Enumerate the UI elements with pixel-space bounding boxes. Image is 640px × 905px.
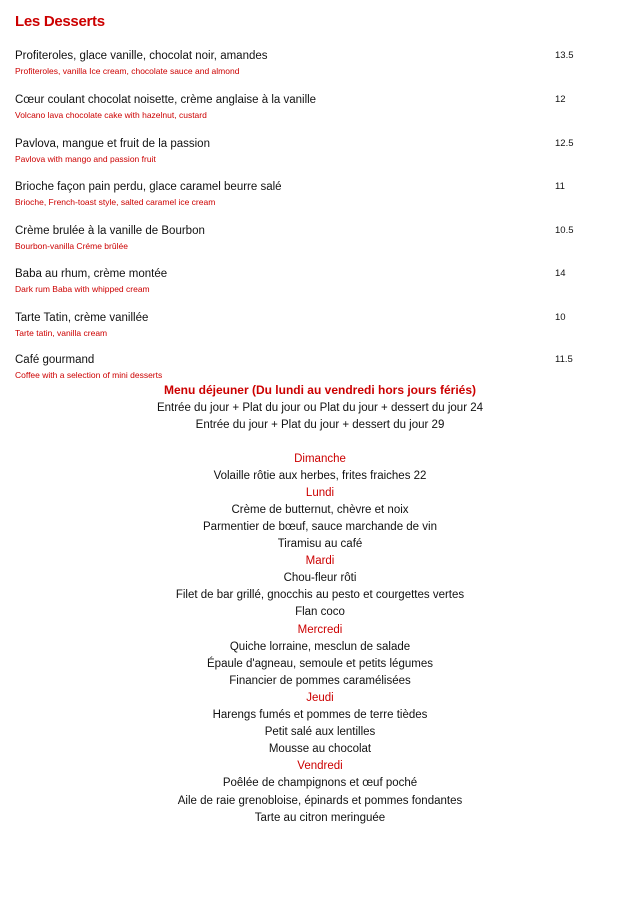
dish-item: Épaule d'agneau, semoule et petits légumes <box>207 657 433 670</box>
day-heading: Mardi <box>305 555 335 568</box>
dish-item: Chou-fleur rôti <box>283 572 357 585</box>
dessert-english: Brioche, French-toast style, salted caramel ice cream <box>15 197 216 207</box>
dessert-name: Brioche façon pain perdu, glace caramel beurre salé <box>15 181 282 193</box>
dessert-price: 11.5 <box>555 354 573 365</box>
dessert-price: 12.5 <box>555 138 574 149</box>
dessert-english: Volcano lava chocolate cake with hazelnut, custard <box>15 110 207 120</box>
day-heading: Mercredi <box>297 623 343 636</box>
dessert-price: 11 <box>555 181 565 192</box>
dish-item: Poêlée de champignons et œuf poché <box>222 777 418 790</box>
lunch-menu-title: Menu déjeuner (Du lundi au vendredi hors jours fériés) <box>163 383 477 397</box>
dish-item: Petit salé aux lentilles <box>264 726 376 739</box>
lunch-formula: Entrée du jour + Plat du jour ou Plat du jour + dessert du jour 24 <box>156 401 484 414</box>
dessert-english: Profiteroles, vanilla Ice cream, chocolate sauce and almond <box>15 66 240 76</box>
dish-item: Tarte au citron meringuée <box>254 811 386 824</box>
day-heading: Lundi <box>305 486 335 499</box>
dessert-english: Tarte tatin, vanilla cream <box>15 328 108 338</box>
dessert-english: Dark rum Baba with whipped cream <box>15 284 150 294</box>
dish-item: Filet de bar grillé, gnocchis au pesto et courgettes vertes <box>175 589 465 602</box>
dessert-price: 13.5 <box>555 50 574 61</box>
dessert-name: Profiteroles, glace vanille, chocolat noir, amandes <box>15 50 268 62</box>
dessert-item <box>15 267 575 307</box>
dessert-name: Pavlova, mangue et fruit de la passion <box>15 138 210 150</box>
dessert-price: 10.5 <box>555 225 574 236</box>
page-title: Les Desserts <box>15 13 105 30</box>
dish-item: Aile de raie grenobloise, épinards et pommes fondantes <box>177 794 463 807</box>
dish-item: Financier de pommes caramélisées <box>229 674 411 687</box>
dish-item: Harengs fumés et pommes de terre tièdes <box>212 709 428 721</box>
dish-item: Parmentier de bœuf, sauce marchande de vin <box>203 520 437 533</box>
dessert-item <box>15 180 575 220</box>
dessert-item <box>15 137 575 177</box>
dish-item: Crème de butternut, chèvre et noix <box>231 503 409 516</box>
lunch-formula: Entrée du jour + Plat du jour + dessert du jour 29 <box>195 419 445 431</box>
dish-item: Quiche lorraine, mesclun de salade <box>229 640 411 653</box>
dessert-name: Tarte Tatin, crème vanillée <box>15 312 149 324</box>
dessert-item <box>15 49 575 89</box>
dessert-item <box>15 311 575 351</box>
dessert-name: Baba au rhum, crème montée <box>15 268 168 280</box>
day-heading: Dimanche <box>294 452 346 465</box>
dessert-price: 12 <box>555 94 566 105</box>
dessert-english: Pavlova with mango and passion fruit <box>15 154 156 164</box>
dessert-price: 14 <box>555 268 566 279</box>
dessert-item <box>15 224 575 264</box>
dessert-item <box>15 93 575 133</box>
dish-item: Mousse au chocolat <box>268 743 372 756</box>
day-heading: Vendredi <box>297 760 343 773</box>
dessert-name: Café gourmand <box>15 354 95 366</box>
dish-item: Volaille rôtie aux herbes, frites fraiches 22 <box>213 469 427 482</box>
dessert-name: Cœur coulant chocolat noisette, crème anglaise à la vanille <box>15 94 317 106</box>
dessert-name: Crème brulée à la vanille de Bourbon <box>15 225 205 237</box>
dish-item: Flan coco <box>295 606 345 619</box>
day-heading: Jeudi <box>306 691 334 704</box>
dish-item: Tiramisu au café <box>277 538 363 550</box>
dessert-english: Coffee with a selection of mini desserts <box>15 370 163 380</box>
dessert-price: 10 <box>555 312 566 323</box>
dessert-english: Bourbon-vanilla Créme brûlée <box>15 241 128 251</box>
